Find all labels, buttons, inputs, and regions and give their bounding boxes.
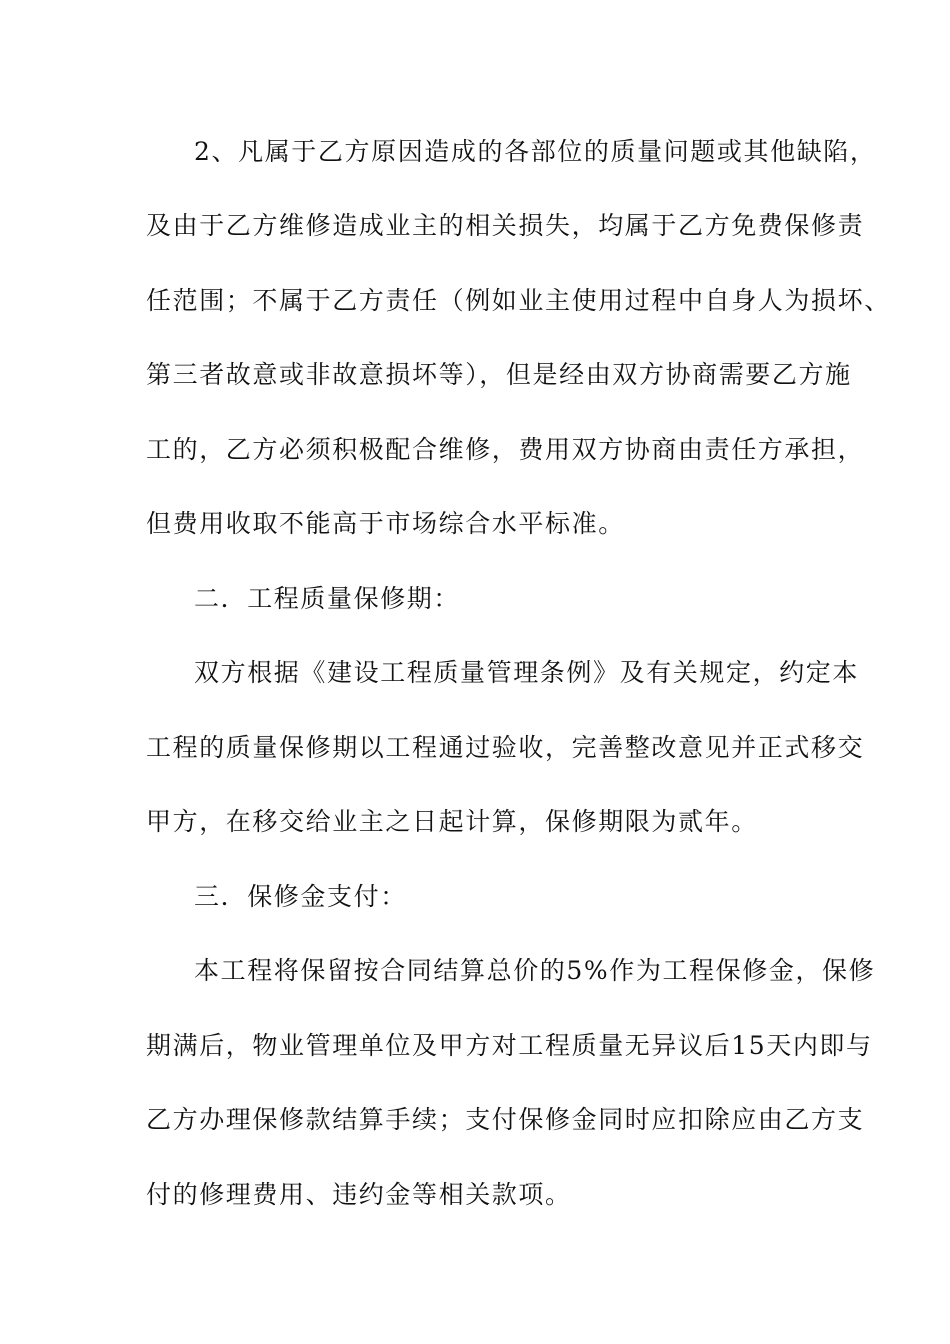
paragraph-3-line-1: 本工程将保留按合同结算总价的5%作为工程保修金，保修 — [194, 956, 876, 985]
paragraph-1-line-2: 及由于乙方维修造成业主的相关损失，均属于乙方免费保修责 — [146, 211, 865, 240]
paragraph-1-line-1: 2、凡属于乙方原因造成的各部位的质量问题或其他缺陷， — [194, 137, 877, 166]
paragraph-1-line-3: 任范围；不属于乙方责任（例如业主使用过程中自身人为损坏、 — [146, 286, 891, 315]
paragraph-2-line-1: 双方根据《建设工程质量管理条例》及有关规定，约定本 — [194, 658, 860, 687]
paragraph-2-line-3: 甲方，在移交给业主之日起计算，保修期限为贰年。 — [146, 807, 758, 836]
paragraph-3-line-3: 乙方办理保修款结算手续；支付保修金同时应扣除应由乙方支 — [146, 1105, 865, 1134]
paragraph-1-line-4: 第三者故意或非故意损坏等），但是经由双方协商需要乙方施 — [146, 360, 852, 389]
paragraph-3-line-4: 付的修理费用、违约金等相关款项。 — [146, 1180, 572, 1209]
paragraph-3-line-2: 期满后，物业管理单位及甲方对工程质量无异议后15天内即与 — [146, 1031, 873, 1060]
section-heading-warranty-payment: 三．保修金支付： — [194, 882, 407, 911]
paragraph-1-line-6: 但费用收取不能高于市场综合水平标准。 — [146, 509, 625, 538]
paragraph-2-line-2: 工程的质量保修期以工程通过验收，完善整改意见并正式移交 — [146, 733, 865, 762]
section-heading-warranty-period: 二．工程质量保修期： — [194, 584, 461, 613]
paragraph-1-line-5: 工的，乙方必须积极配合维修，费用双方协商由责任方承担， — [146, 435, 865, 464]
